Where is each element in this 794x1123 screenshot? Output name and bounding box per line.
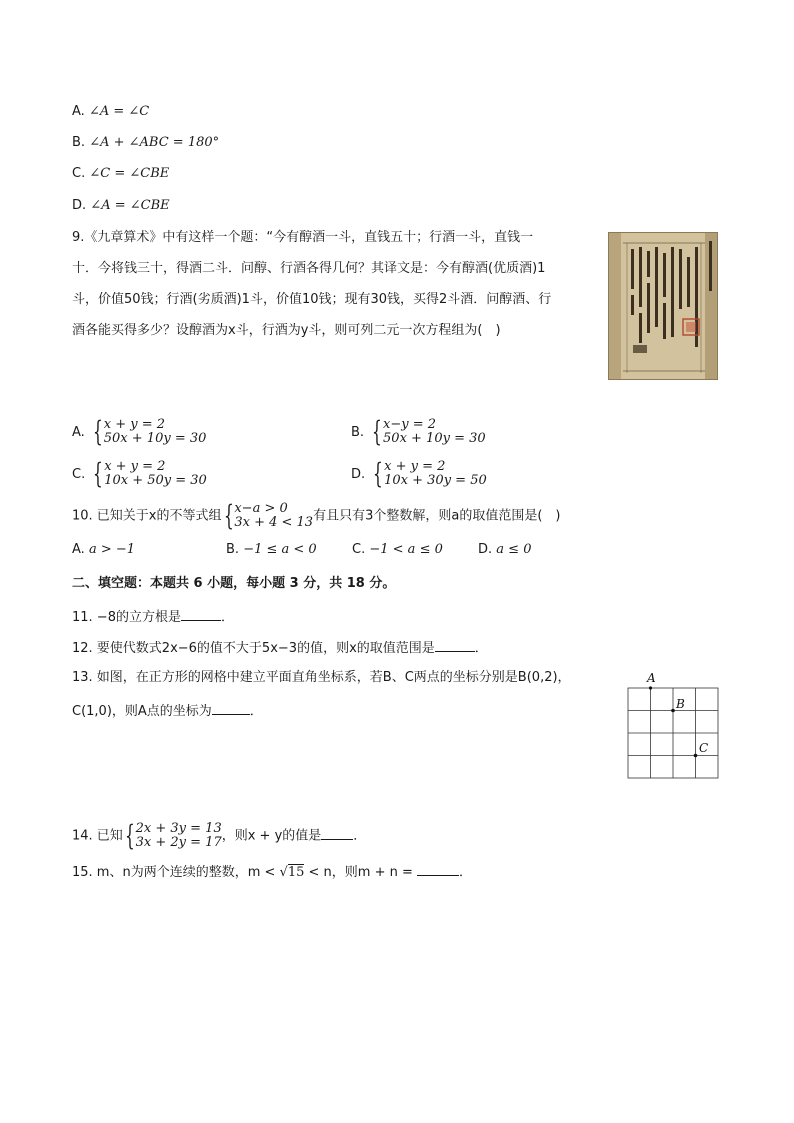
equation-2: 3x + 2y = 17 <box>135 835 222 850</box>
brace-symbol: { <box>223 499 234 532</box>
q15-prefix: 15. m、n为两个连续的整数，m < <box>72 865 276 880</box>
q11-stem <box>72 606 234 628</box>
equation-system <box>91 415 207 448</box>
option-expression: a ≤ 0 <box>496 542 532 557</box>
equation-2: 10x + 30y = 50 <box>384 473 487 488</box>
q8-option-c[interactable] <box>72 164 169 184</box>
q14-stem <box>72 819 367 852</box>
q9-option-a[interactable] <box>72 415 207 448</box>
option-label: B. <box>351 424 365 440</box>
option-expression: −1 ≤ a < 0 <box>243 542 317 557</box>
q14-prefix: 14. 已知 <box>72 828 123 844</box>
answer-blank[interactable] <box>181 606 221 621</box>
option-label: C. <box>352 542 366 557</box>
answer-blank[interactable] <box>321 825 353 840</box>
answer-blank[interactable] <box>435 637 475 652</box>
q13-text: C(1,0)，则A点的坐标为 <box>72 704 212 719</box>
section-heading <box>72 574 395 594</box>
ancient-book-image <box>608 232 718 380</box>
option-label: C. <box>72 466 86 482</box>
q9-line-3: 斗，价值50钱；行酒(劣质酒)1斗，价值10钱；现有30钱，买得2斗酒．问醇酒、行 <box>72 292 552 307</box>
q8-option-d[interactable] <box>72 196 170 216</box>
book-page-illustration <box>609 233 717 379</box>
label-c: C <box>699 741 709 755</box>
q10-stem <box>72 499 561 532</box>
option-label: B. <box>226 542 240 557</box>
q13-line-1: 13. 如图，在正方形的网格中建立平面直角坐标系，若B、C两点的坐标分别是B(0,2)， <box>72 670 571 685</box>
q10-option-d[interactable] <box>478 542 531 557</box>
option-label: B. <box>72 135 86 150</box>
q10-option-c[interactable] <box>352 542 443 557</box>
q9-line-4: 酒各能买得多少？设醇酒为x斗，行酒为y斗，则可列二元一次方程组为( ) <box>72 323 501 338</box>
option-label: D. <box>72 198 87 213</box>
q9-line-1: 9.《九章算术》中有这样一个题：“今有醇酒一斗，直钱五十；行酒一斗，直钱一 <box>72 230 534 245</box>
section-description: 本题共 6 小题，每小题 3 分，共 18 分。 <box>150 576 396 591</box>
equation-system <box>371 457 487 490</box>
option-label: D. <box>478 542 493 557</box>
equation-1: x−y = 2 <box>383 417 437 432</box>
option-label: A. <box>72 104 85 119</box>
equation-system <box>123 819 222 852</box>
q12-text: 12. 要使代数式2x−6的值不大于5x−3的值，则x的取值范围是 <box>72 641 435 656</box>
point-a <box>649 686 652 689</box>
grid-lines <box>628 688 718 778</box>
equation-2: 50x + 10y = 30 <box>103 431 207 446</box>
equation-2: 10x + 50y = 30 <box>104 473 207 488</box>
section-title: 二、填空题： <box>72 576 151 591</box>
equation-1: x + y = 2 <box>104 459 166 474</box>
brace-symbol: { <box>124 819 135 852</box>
brace-symbol: { <box>92 415 103 448</box>
q14-suffix: ，则x + y的值是 <box>221 828 322 844</box>
option-label: D. <box>351 466 366 482</box>
q8-option-a[interactable] <box>72 102 149 122</box>
label-a: A <box>647 671 656 685</box>
q9-option-b[interactable] <box>351 415 486 448</box>
q12-stem <box>72 637 488 659</box>
q11-text: 11. −8的立方根是 <box>72 610 181 625</box>
radical-sign: √ <box>279 865 288 880</box>
option-label: C. <box>72 166 86 181</box>
inequality-2: 3x + 4 < 13 <box>234 515 314 530</box>
option-expression: −1 < a ≤ 0 <box>369 542 443 557</box>
grid-svg <box>620 670 724 782</box>
equation-1: 2x + 3y = 13 <box>135 821 222 836</box>
q10-suffix: 有且只有3个整数解，则a的取值范围是( ) <box>313 508 561 524</box>
option-expression: ∠C = ∠CBE <box>89 166 170 181</box>
option-expression: ∠A = ∠C <box>88 104 150 119</box>
equation-2: 50x + 10y = 30 <box>383 431 486 446</box>
q14-end: ． <box>353 828 367 844</box>
equation-system <box>370 415 486 448</box>
option-label: A. <box>72 542 85 557</box>
option-expression: a > −1 <box>88 542 136 557</box>
q13-end: ． <box>249 704 263 719</box>
point-b <box>671 709 675 713</box>
q10-option-a[interactable] <box>72 542 135 557</box>
option-label: A. <box>72 424 85 440</box>
equation-1: x + y = 2 <box>103 417 166 432</box>
option-expression: ∠A + ∠ABC = 180° <box>89 135 220 150</box>
point-c <box>694 754 698 758</box>
q9-option-d[interactable] <box>351 457 487 490</box>
q10-prefix: 10. 已知关于x的不等式组 <box>72 508 222 524</box>
inequality-1: x−a > 0 <box>234 501 288 516</box>
q15-end: ． <box>459 865 473 880</box>
q11-end: ． <box>220 610 234 625</box>
q9-option-c[interactable] <box>72 457 207 490</box>
inequality-system <box>222 499 314 532</box>
q15-mid: < n，则m + n = <box>308 865 413 880</box>
option-expression: ∠A = ∠CBE <box>90 198 170 213</box>
equation-1: x + y = 2 <box>384 459 446 474</box>
q9-line-2: 十．今将钱三十，得酒二斗．问醇、行酒各得几何？其译文是：今有醇酒(优质酒)1 <box>72 261 546 276</box>
answer-blank[interactable] <box>212 700 250 715</box>
q13-line-2 <box>72 700 263 722</box>
radicand: 15 <box>287 865 305 880</box>
coordinate-grid-figure <box>620 670 724 786</box>
q15-stem <box>72 861 472 883</box>
brace-symbol: { <box>373 457 384 490</box>
brace-symbol: { <box>372 415 383 448</box>
q10-option-b[interactable] <box>226 542 317 557</box>
answer-blank[interactable] <box>417 861 459 876</box>
q12-end: ． <box>474 641 488 656</box>
equation-system <box>91 457 207 490</box>
brace-symbol: { <box>93 457 104 490</box>
label-b: B <box>676 697 685 711</box>
q8-option-b[interactable] <box>72 133 219 153</box>
sqrt-expression <box>280 863 305 883</box>
